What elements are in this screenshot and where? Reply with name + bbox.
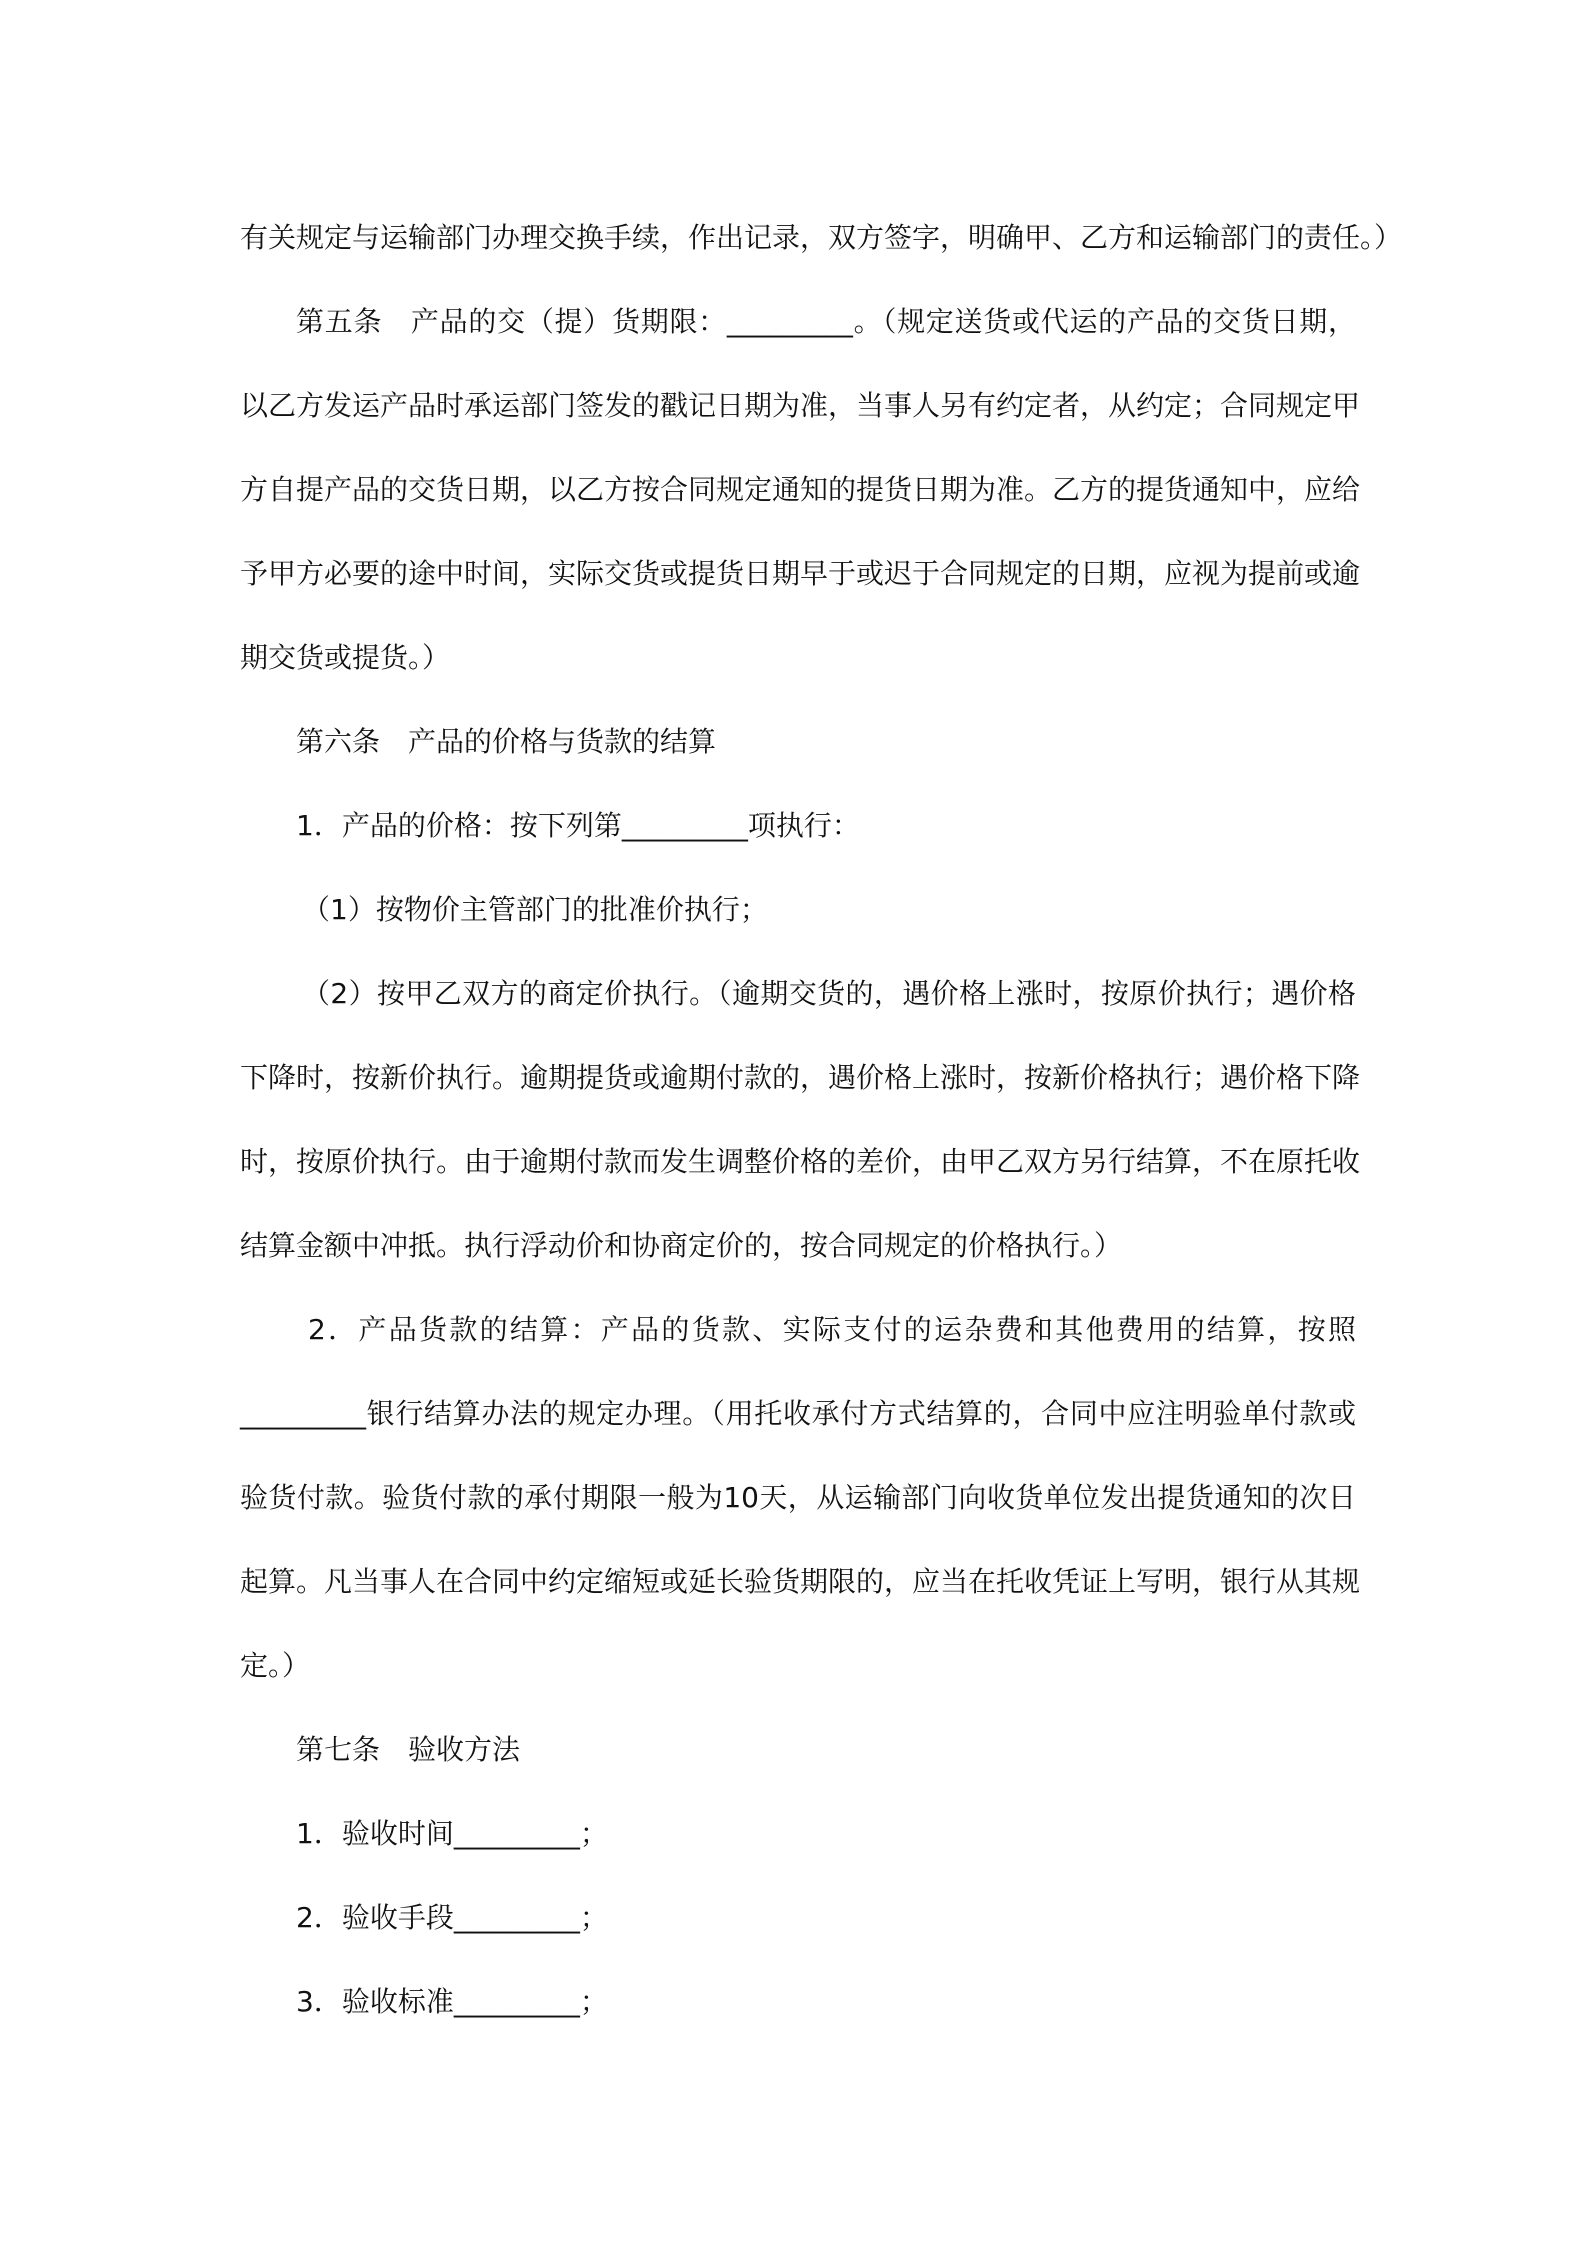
clause-6-option-2-body: 结算金额中冲抵。执行浮动价和协商定价的，按合同规定的价格执行。） <box>240 1229 1123 1262</box>
document-page <box>240 196 1403 2044</box>
clause-6-item-2-body: _________银行结算办法的规定办理。（用托收承付方式结算的，合同中应注明验单付款或 <box>240 1397 1356 1430</box>
clause-6-item-2-body: 验货付款。验货付款的承付期限一般为10天，从运输部门向收货单位发出提货通知的次日 <box>240 1481 1356 1514</box>
clause-5-body-line: 期交货或提货。） <box>240 641 451 674</box>
clause-6-item-2: 2．产品货款的结算：产品的货款、实际支付的运杂费和其他费用的结算，按照 <box>308 1313 1356 1346</box>
clause-7-heading: 第七条 验收方法 <box>296 1733 521 1766</box>
clause-6-option-2-body: 下降时，按新价执行。逾期提货或逾期付款的，遇价格上涨时，按新价格执行；遇价格下降 <box>240 1061 1361 1094</box>
clause-7-item-3: 3．验收标准_________； <box>296 1985 608 2018</box>
clause-6-option-1: （1）按物价主管部门的批准价执行； <box>302 893 768 926</box>
clause-6-heading: 第六条 产品的价格与货款的结算 <box>296 725 717 758</box>
clause-6-item-1: 1．产品的价格：按下列第_________项执行： <box>296 809 860 842</box>
clause-6-option-2-body: 时，按原价执行。由于逾期付款而发生调整价格的差价，由甲乙双方另行结算，不在原托收 <box>240 1145 1361 1178</box>
clause-6-item-2-body: 定。） <box>240 1649 311 1682</box>
clause-5-body-line: 方自提产品的交货日期，以乙方按合同规定通知的提货日期为准。乙方的提货通知中，应给 <box>240 473 1361 506</box>
clause-7-item-2: 2．验收手段_________； <box>296 1901 608 1934</box>
clause-5-body-line: 以乙方发运产品时承运部门签发的戳记日期为准，当事人另有约定者，从约定；合同规定甲 <box>240 389 1361 422</box>
clause-6-item-2-body: 起算。凡当事人在合同中约定缩短或延长验货期限的，应当在托收凭证上写明，银行从其规 <box>240 1565 1361 1598</box>
clause-5-heading-line: 第五条 产品的交（提）货期限：_________。（规定送货或代运的产品的交货日期， <box>296 305 1356 338</box>
clause-6-option-2: （2）按甲乙双方的商定价执行。（逾期交货的，遇价格上涨时，按原价执行；遇价格 <box>302 977 1356 1010</box>
clause-7-item-1: 1．验收时间_________； <box>296 1817 608 1850</box>
clause-4-continuation: 有关规定与运输部门办理交换手续，作出记录，双方签字，明确甲、乙方和运输部门的责任。） <box>240 221 1403 254</box>
clause-5-body-line: 予甲方必要的途中时间，实际交货或提货日期早于或迟于合同规定的日期，应视为提前或逾 <box>240 557 1361 590</box>
